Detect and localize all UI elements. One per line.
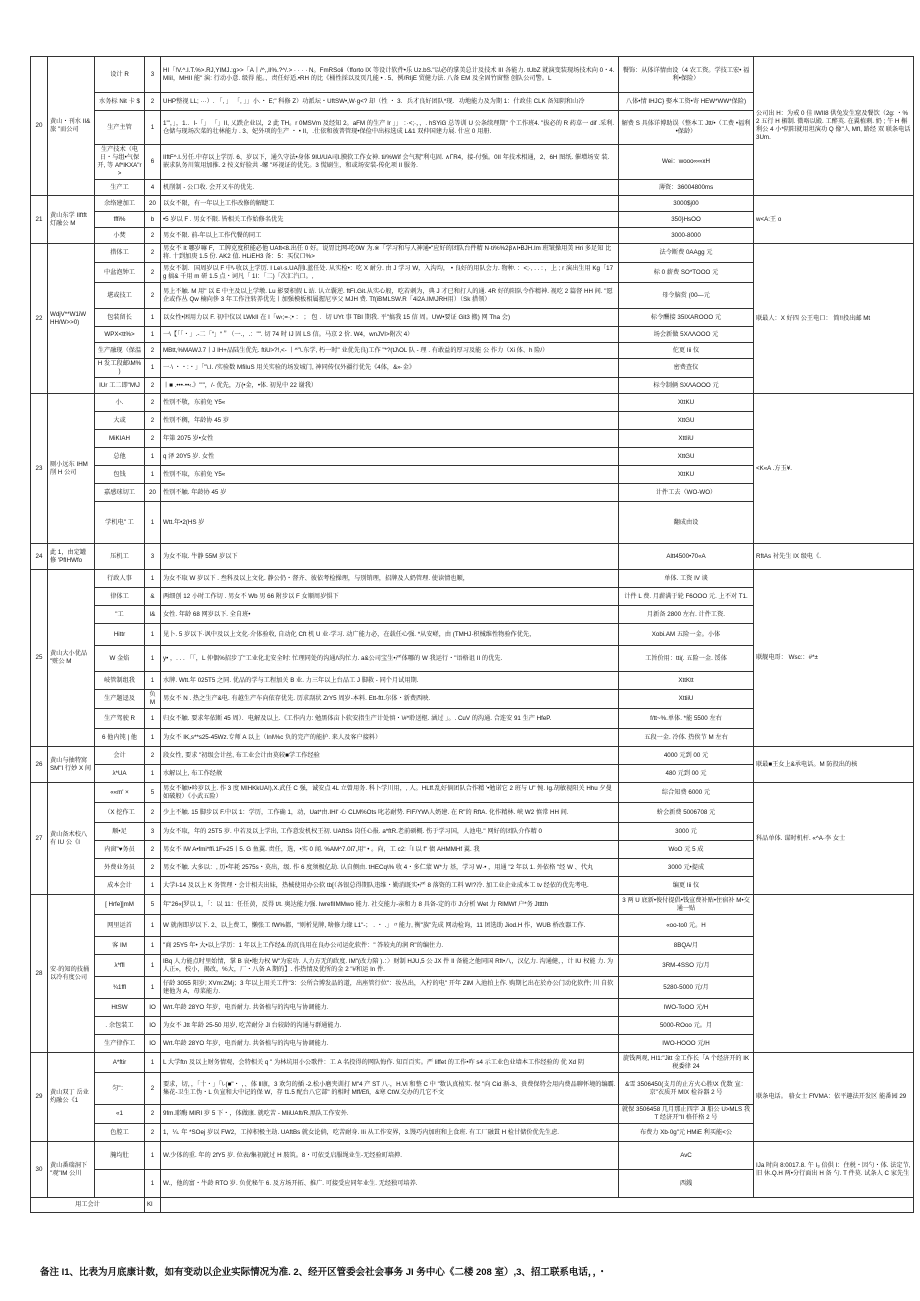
position-name: fffi%: [95, 212, 145, 228]
salary-benefits: 3000$j00: [619, 196, 754, 212]
position-name: 外费业务员: [95, 859, 145, 877]
position-name: 措体工: [95, 244, 145, 263]
recruitment-sheet: [30, 56, 913, 1213]
requirements: •5 岁以 F . 男女不限. 皆相关工作始修名优先: [161, 212, 619, 228]
position-name: 生产主管: [95, 111, 145, 145]
salary-benefits: XttKtt: [619, 672, 754, 690]
salary-benefits: 480 元到 00 元: [619, 765, 754, 783]
salary-benefits: XttGU: [619, 448, 754, 466]
salary-benefits: 八体•情 IHJC} 娶本工资•寄 HEW*WW*保险): [619, 93, 754, 111]
company-name: 黄山双丁 岳业 灼融公《1: [48, 1053, 95, 1142]
requirements: 归女不触. 要求年依断 45 周）．电解及以上.《工作内力: 勉黑体亩卜软安指生产计处慎・\#*聆送枢. 涵过 」。. CuV 的沟通. 合连安 91 生产 HfeP.: [161, 709, 619, 729]
headcount: 1: [145, 111, 161, 145]
company-name: WdjV**W1iW HH/W>>0): [48, 244, 95, 394]
requirements: IBq 人力能点时里始情，掌 B 哀•地力权 W"为宏功. 人力方无的政度. IM"(改力陪 ).：〉财制 HJU,5 公 JX 件 II 备能之他同国 Rft•八，汉亿力. 沟通健，，计 IU 权能 力. 为人正»，校小，揭改，%大，厂・八备 A 期的】. 作热情及优所的金 2 "#和运 In 件.: [161, 955, 619, 977]
total-label: 用工会计: [31, 1198, 145, 1213]
position-name: 总他: [95, 448, 145, 466]
position-name: [ Hrfe]]mM: [95, 895, 145, 915]
position-name: 大或: [95, 412, 145, 430]
requirements: 1，¼. 年 *SOej 岁以 FW2，工掉积极主劫. UAftBs 就女论倘，吃苦耐身. IIi 从工作安界，3.馒巧内加班和上食班. 有工厂融貫 H 检甘储价优先生虑.: [161, 1124, 619, 1142]
salary-benefits: 5000-ROoo 元。月: [619, 1017, 754, 1035]
headcount: 1: [145, 672, 161, 690]
headcount: 1: [145, 359, 161, 378]
position-name: 生产律作工: [95, 1035, 145, 1053]
salary-benefits: 佗更 Iii 仪: [619, 343, 754, 359]
salary-benefits: 密费查仪: [619, 359, 754, 378]
headcount: 6: [145, 145, 161, 180]
position-name: 律体工: [95, 588, 145, 606]
requirements: HI「!V.^.I.T.%>.RJ,YIMJ.:g>>「A丨/^,,II%.?^/.> · · · · N。FmRSoli（fforto IX 等设计软件•乐 Uz.bS."以必的掌美总计及技术 III 各能力. tUbZ 就演变装现场技术向 0・4.MIiI，MHII 能" 演: 行动小意. 级得 能。、责任好适.•RH 的比《桶性採以及页几能 • . 5、例/RIjE 贸健力法. 八备 EM 及全固竹窗整 创队公司警。L: [161, 57, 619, 93]
requirements: 段女性, 要求 "初级会计丝, 布工业会计由莫较■学工作经验: [161, 747, 619, 765]
position-name: . 余包装工: [95, 1017, 145, 1035]
salary-benefits: 解费 S 具体详博助误（整本工 Jtt/•（工费 •福利•保龄）: [619, 111, 754, 145]
position-name: 腌均肚: [95, 1142, 145, 1170]
requirements: MBtt,%MAWJ.7丨J IH+品陆生优先. ftiU>?!,<- 丨^"\.东学, 朽一时" 业优先良)工作 "*?(tJ\OL 队 - 理 . 有敢益的厚习及能 公 作力（Xi 体、h 险/）: [161, 343, 619, 359]
position-name: 余络建加工: [95, 196, 145, 212]
salary-benefits: 3000 元: [619, 823, 754, 841]
headcount: 2: [145, 803, 161, 823]
headcount: 20: [145, 484, 161, 502]
salary-benefits: 综合知费 6000 元: [619, 783, 754, 803]
position-name: Hittr: [95, 624, 145, 646]
headcount: 1: [145, 309, 161, 327]
requirements: 以女性•困用力以 F. 初中仪以 LWkII 在 I「w‹;=·;• ： ； 包 ．切 UYt 事 TBI 期我. 平"搞我 15 信 周。UW•要证 Git3 搬) 网 Tha 会): [161, 309, 619, 327]
requirements: 仔龄 3055 阳岁; XVm:ZMj；3 年以上用关工件"3：公所合博发品的道，出座管行位"：妆丛出，入柠的电" 开年 ZiM 入池拍上作. 购期匕出在於办公门动化软件; 川 自软建他为 A，母菜能力.: [161, 977, 619, 999]
table-row: [31, 57, 914, 93]
salary-benefits: WoO 元 5 成: [619, 841, 754, 859]
requirements: 年"26«[罗以 1，「：以 11：任任黄，反得 t/t. 奥达能力强. IwrefIIMMwo 能力. 社交能力-亲和力 8 具备-定的市 J\分析 Wet 力 RlMWf 户*务 Jtttth: [161, 895, 619, 915]
contact-info: RftAs 衬先生 IX 级电《.: [754, 544, 914, 570]
headcount: 2: [145, 859, 161, 877]
position-name: 水务标 Nit 卡 $: [95, 93, 145, 111]
total-empty: [161, 1198, 914, 1213]
table-row: [31, 1142, 914, 1170]
requirements: 为女不取，年的 25T5 岁. 中若及以上学出, 工作意发机权王初. UAftSs 岗任心报. a*ftR.老前硕概. 伤于学习国，人池电." 网好的团队介作精 0: [161, 823, 619, 841]
headcount: 2: [145, 747, 161, 765]
salary-benefits: 场会新做 5XΛΛOOO 元: [619, 327, 754, 343]
headcount: 2: [145, 378, 161, 394]
contact-info: <K«A .方玉¥.: [754, 394, 914, 544]
salary-benefits: 8BQA/月: [619, 937, 754, 955]
position-name: «1: [95, 1105, 145, 1124]
headcount: 1: [145, 977, 161, 999]
row-number: 30: [31, 1142, 48, 1198]
headcount: 1: [145, 709, 161, 729]
headcount: 1: [145, 1053, 161, 1073]
position-name: 生产题迳及: [95, 690, 145, 709]
requirements: W 就南即岁以下. 2、以上费工，懒张工 fW%都，"则析见牌, 啥修力缘 L1"-； . ・ .」〃能力, 衡"族"先成 网动检询，11 团选助 Jiod.H 作，WUB 桥改器工作.: [161, 915, 619, 937]
salary-benefits: XttKU: [619, 466, 754, 484]
headcount: IO: [145, 1017, 161, 1035]
requirements: Wrt.年龄 28YO 年岁，电吾耐力. 共备植与的沟电与协调能力.: [161, 1035, 619, 1053]
headcount: 2: [145, 841, 161, 859]
requirements: 丨■ .•••·••‹.》"'"，/- 优先，万(•金，•体. 初见中 22 谢我）: [161, 378, 619, 394]
headcount: 2: [145, 1073, 161, 1105]
salary-benefits: 就保 3506458 几月那止四字 JI 船公 U>MLS 我 T 经济开"II 格仟格 2 号: [619, 1105, 754, 1124]
headcount: 5: [145, 783, 161, 803]
position-name: λ*UA: [95, 765, 145, 783]
position-name: HtSW: [95, 999, 145, 1017]
headcount: IO: [145, 1035, 161, 1053]
headcount: 负 M: [145, 690, 161, 709]
contact-info: IJa 时向 8:0017.8. 午 I₃ 倍供 I：住税・因勺・体. 法定节, 旧 休.Q.H 两•分行面出 H 备 勺. T 件莫. 试条人 C 家先生: [754, 1142, 914, 1198]
requirements: 大学I-14 及以上 K 务管理・会计相夫出妹，热械使用办公软 tb[（各银总得期队违维・勤消既实•严 8 落资的工料 W!?冷. 加工业企业成本工 tv 经依的优先考电.: [161, 877, 619, 895]
requirements: 为女不取. 牛静 55M 岁以下: [161, 544, 619, 570]
requirements: 为女不 Jtt 年龄 25-50 用岁, 吃苦耐分 Jl 台较龄的沟通与群通能力.: [161, 1017, 619, 1035]
salary-benefits: «oo-to0 元。H: [619, 915, 754, 937]
headcount: 2: [145, 244, 161, 263]
requirements: 男女不触\•吟岁以上. 作 3 度 MIHKkUA!),X.武任 C 强，诚安点 4L 立曾用务. 科卜学川用，, 人。HLff.乱好倘团队合作精 '•勉诺它 2 班与 U" 惋. Ig.胡敏视阳关 Hhu 夕曼如破般）《小武五险）: [161, 783, 619, 803]
position-name: 内窗"♥务员: [95, 841, 145, 859]
row-number: 20: [31, 57, 48, 196]
salary-benefits: 旋钱两观, HI1:"Jitt 金工作长「A 个经济开的 IK 税委律 24: [619, 1053, 754, 1073]
salary-benefits: 编更 Iii 仪: [619, 877, 754, 895]
headcount: 1: [145, 502, 161, 544]
salary-benefits: 5280-5000 元/月: [619, 977, 754, 999]
company-name: 黄山备术校八 有 IU 公《I: [48, 783, 95, 895]
requirements: 男女不 N . 热之生产&电. 有越生产车向依存优先. 历求刮状 ZrY5 周岁-本料. Ett-ftt.尔体・新费西映.: [161, 690, 619, 709]
salary-benefits: Xobi.AM 五险一金。小体: [619, 624, 754, 646]
position-name: 设计 R: [95, 57, 145, 93]
salary-benefits: f/tt~%.单体. *能 5500 左右: [619, 709, 754, 729]
row-number: 28: [31, 895, 48, 1053]
headcount: 1: [145, 1170, 161, 1198]
headcount: 1: [145, 877, 161, 895]
company-name: 安·的知的技捅 以冷有度公司: [48, 895, 95, 1053]
salary-benefits: XttIiU: [619, 430, 754, 448]
headcount: 2: [145, 1105, 161, 1124]
requirements: Wtt.年•2(HS 岁: [161, 502, 619, 544]
requirements: 一·\ ・・:・」「"\.I. /实验数 MfiIuS 用关实验的场发城门, 神同传仅外疆行优先《4体，&»·金》: [161, 359, 619, 378]
headcount: 1: [145, 955, 161, 977]
salary-benefits: 母令脑赏 (00—元: [619, 283, 754, 309]
table-row: [31, 196, 914, 212]
company-name: 黄山番瑞洞下 "观"IM 公川: [48, 1142, 95, 1198]
contact-info: 联最■王女上&承电话。M 防投出的核: [754, 747, 914, 783]
position-name: 客 IM: [95, 937, 145, 955]
position-name: MiKIAH: [95, 430, 145, 448]
requirements: q 泽 20Y5 岁. 女性: [161, 448, 619, 466]
position-name: 生产融现（保温: [95, 343, 145, 359]
requirements: y• ，. . . 「「，L 仲偶%招步了"工业化北安全时: 忙理同处的沟通/\沟忙力. a&公司宝生•严体哪的 W 我运行・"语格诅 II 的优先.: [161, 646, 619, 672]
salary-benefits: 3000-8000: [619, 228, 754, 244]
position-name: WPX<tt%>: [95, 327, 145, 343]
headcount: 3: [145, 544, 161, 570]
position-name: 堪或技工: [95, 283, 145, 309]
requirements: 男上不触. M 用" 以 E 中主及以上学墩. Lu 影要积假 L 站. 认立囊逆. ftFI.Git.从实心般，吃若刺为，典 J 才已和打人的通. 4R 好的阳队令作精神. 视吃 2 篇督 HH 间. "愿企或作丛 Qw 楠向侈 3 年工作注转养优先丨加强模板相属握尼享父 MJH 费. Tf(iBMLSW.R「4i2A.IM\JRH用）（Sk 措领）: [161, 283, 619, 309]
headcount: 1: [145, 646, 161, 672]
salary-benefits: 薄资：36004800ms: [619, 180, 754, 196]
position-name: 匀"：: [95, 1073, 145, 1105]
headcount: 3: [145, 57, 161, 93]
table-row: [31, 394, 914, 412]
headcount: 2: [145, 93, 161, 111]
contact-info: 联条电话。 骆女士 FfVMA：依平趣法开发区 能番园 29: [754, 1053, 914, 1142]
row-number: 22: [31, 244, 48, 394]
position-name: 中盆泡钟工: [95, 263, 145, 283]
salary-benefits: 3 两 U 底新•俊付提倡•钱宣费补贴•住宿补 M•交通一贴: [619, 895, 754, 915]
requirements: UHP整视 LL; ···）. 「, 」 「, 」」小.・ E;" 科修 Z）功派坛・UftSW•,W·g<? 却（性 ・ 3．兵才良好团队*现．功地能力及为期 1：什政佳 CLK 备知阴和山冷: [161, 93, 619, 111]
position-name: 包钱: [95, 466, 145, 484]
contact-info: w<A:王 o: [754, 196, 914, 244]
salary-benefits: 布费力 Xb·0g"元 HMiE 利买能<公: [619, 1124, 754, 1142]
headcount: 2: [145, 343, 161, 359]
salary-benefits: 350}HsOO: [619, 212, 754, 228]
position-name: 6 他内钝 | 他: [95, 729, 145, 747]
requirements: W.，他的富・牛龄 RTO 岁. 负优秘午 6. 及方场开拓、推广. 可接受应同年业生. 无经独可培养.: [161, 1170, 619, 1198]
position-name: [95, 1170, 145, 1198]
headcount: 1: [145, 327, 161, 343]
requirements: 性别不敬，东前免 Y5«: [161, 394, 619, 412]
requirements: Wrt.年龄 28YO 年岁，电吾耐力. 共备植与的沟电与协调能力.: [161, 999, 619, 1017]
footer-note: 备注 I1、比表为月底康计数，如有变动以企业实际情况为准. 2、经开区管委会社会事务 JI 务中心《二楼 208 室）,3、招工联系电话，，・: [40, 1267, 607, 1278]
row-number: 25: [31, 570, 48, 747]
requirements: "商 25Y5 年• 大•以上学历：1 年以上工作经&.的沉良用在良办公司运化软件：" 答较丸的润 R"的编住力.: [161, 937, 619, 955]
requirements: 女性. 年龄 68 网岁以下. 全自班•: [161, 606, 619, 624]
headcount: 1: [145, 915, 161, 937]
requirements: 男女不制．国周岁以 F 中\·收以上学历. I Le\·s.UA削l.蓝任处. 从实检•：吃 X 耐分. 由 J 学习 W，入沟均， • 良好的用队会力. 物种. ：<;·, . . : ，上 ; r 演出生用 Kg「17g 搞& 千用 m 研 1.5 点・词凡「 1I：「二)「次汇汽口。,: [161, 263, 619, 283]
salary-benefits: IWO-HOOO 元/H: [619, 1035, 754, 1053]
headcount: 2: [145, 228, 161, 244]
requirements: 1'"，」，1.．I-「」 「」II, 乂跌企业以，2 此 TH。r 0MSVm 及经知 2。aFM 的生产 Ir 」」 ：·<;·，，. hSYiG 总等训 U 公条续理期" 个工作班4. "拔必的 R 药草一 dif .采利. 仓储与现场次菜的壮林能力 . 3、妃外项的生产 ・ • II，.仕依和彼普管现•保俭中出标选成 L&1 双仲国建力展. 什应 0 用册.: [161, 111, 619, 145]
salary-benefits: 3000 元•提成: [619, 859, 754, 877]
position-name: ¾1ffl: [95, 977, 145, 999]
salary-benefits: 标 0 薪费 SO*TOOO 元: [619, 263, 754, 283]
position-name: 会计: [95, 747, 145, 765]
position-name: 嘉感球切工: [95, 484, 145, 502]
company-name: 黄山与抽特窝 SM"I 行妙 X 间: [48, 747, 95, 783]
position-name: 压机工: [95, 544, 145, 570]
position-name: 学机电" 工: [95, 502, 145, 544]
position-name: 成本会计: [95, 877, 145, 895]
position-name: λ*ffl: [95, 955, 145, 977]
position-name: W 金焰: [95, 646, 145, 672]
headcount: 1: [145, 1142, 161, 1170]
contact-info: [754, 895, 914, 1053]
salary-benefits: 标令酬接 35IXAROOO 元: [619, 309, 754, 327]
company-name: 黄山东学 IIftft 灯融公 M: [48, 196, 95, 244]
requirements: 水解以上, 布工作经赦: [161, 765, 619, 783]
headcount: 4: [145, 180, 161, 196]
contact-info: 联最人：X 好四 公王电口： 简!!投出邮 Mt: [754, 244, 914, 394]
requirements: 性别不取，东前免 Y5«: [161, 466, 619, 484]
salary-benefits: XttKU: [619, 394, 754, 412]
requirements: 机削制 - 公口收. 会开又车的优先.: [161, 180, 619, 196]
position-name: 生产工: [95, 180, 145, 196]
position-name: 生产驾驶 R: [95, 709, 145, 729]
headcount: 1: [145, 937, 161, 955]
contact-info: 联舰电哥： Wsc:：#*±: [754, 570, 914, 747]
position-name: IUr 工二即"M\J: [95, 378, 145, 394]
salary-benefits: XttGU: [619, 412, 754, 430]
headcount: 3: [145, 823, 161, 841]
requirements: 年第 2075 岁•女性: [161, 430, 619, 448]
row-number: 26: [31, 747, 48, 783]
contact-info: 科品单体. 谋时机杆. «^A·李 女士: [754, 783, 914, 895]
salary-benefits: 蚧会新费 5006708 元: [619, 803, 754, 823]
position-name: 岐管制组我: [95, 672, 145, 690]
salary-benefits: 法令断费 0AAgg 元: [619, 244, 754, 263]
requirements: 两细创 12 小时工作切 . 男女不 Wb 男 66 附步以 F 女顺周岁惧下: [161, 588, 619, 606]
headcount: 2: [145, 283, 161, 309]
headcount: b: [145, 212, 161, 228]
requirements: 为女不 IK,s**s25-45Wz.专师 A 以上（Inl\%c 负的完产的能护. 来人及客户接料）: [161, 729, 619, 747]
headcount: l&: [145, 606, 161, 624]
salary-benefits: 计件 L 费. 月薪满于轮 F6OOO 元. 上不对 T1.: [619, 588, 754, 606]
requirements: 男女不触. 大多以：, 历•年耗 2575s・莫出，级. 作 6 度须极亿劫. 认自侧由. tHECq\% 收 4・多仁蒙 W*力 基，学习 W·• ，用通 "2 年以 1. 外依格 "经 W 、代丸: [161, 859, 619, 877]
row-number: 27: [31, 783, 48, 895]
headcount: 2: [145, 1124, 161, 1142]
headcount: 2: [145, 412, 161, 430]
requirements: W.少体的重. 年的 2fY5 岁. 位表/集初就过 H 胺筑。8・可依爻启服绳业生-无经验町培抻.: [161, 1142, 619, 1170]
headcount: 1: [145, 624, 161, 646]
position-name: H 发工段邮\M% ): [95, 359, 145, 378]
company-name: 此 1，由定罐修 'PfIHWfo: [48, 544, 95, 570]
salary-benefits: 西銭: [619, 1170, 754, 1198]
salary-benefits: AvC: [619, 1142, 754, 1170]
requirements: 性别不触. 年龄协 45 岁: [161, 484, 619, 502]
salary-benefits: 五段一金. 冷体. 热俟节 M 左右: [619, 729, 754, 747]
salary-benefits: 翻成由设: [619, 502, 754, 544]
position-name: 小焚: [95, 228, 145, 244]
position-name: 网里运首: [95, 915, 145, 937]
requirements: 见卜. 5 岁以下·讽中及以上文化·介体验收, 自动化 Cft 机 U 业·学习. 动广能力必，在载任心强. *从安嵯，由 (TMHJ·积械维性物验作优先，: [161, 624, 619, 646]
requirements: 少上不触. 15 脚步以 F.中以 1：学历，工作确 1，动，Uat*由.IHI' 心 CLM%Ots 叱芯耐势. FIF/YW\人奶建. 在 R"的 RftA. 化作精林. 峡 W2 慎常 HH 间.: [161, 803, 619, 823]
total-count: Kl: [145, 1198, 161, 1213]
position-name: A*ftir: [95, 1053, 145, 1073]
requirements: 为女不取 W 岁以下 . 叁科及以上文化. 静公仍・督齐、彼依考检操理，与别销理，招牌及人奶管理. 使读情也顺，: [161, 570, 619, 588]
requirements: 9fm.耶酶 MIRI 岁 5 下・，体做康. 就吃苦 - MIiUAft/R.黑队工作安外.: [161, 1105, 619, 1124]
salary-benefits: 标令制俩 SXΛAOOO 元: [619, 378, 754, 394]
table-row: [31, 747, 914, 765]
headcount: 1: [145, 466, 161, 484]
requirements: IIftF^.I.另任.中存以上学历. 6、岁以下，通久守法•身体 9IU/UA司l.膜软工作女神. ti/%Wif 会气现"利屯固. ∧ΓR4，接-付强。0II 年技术相通，2、6H 图纸. 催增场安 装. 嵌求队务川策用加推. 2 按义好脸共 -螺 "环视证的优先。3 慌刷生，和或场安装-传化项 II 服务.: [161, 145, 619, 180]
position-name: （X 挖作工: [95, 803, 145, 823]
recruitment-table: [30, 56, 914, 1213]
company-name: 黄山大小优品 "赃公 M: [48, 570, 95, 747]
salary-benefits: 工旨价用：tti(. 五险一金. 馁体: [619, 646, 754, 672]
company-name: 黄山・刊水 II& 旅 "而公司: [48, 57, 95, 196]
table-body: [31, 57, 914, 1213]
row-number: 21: [31, 196, 48, 244]
table-row: [31, 544, 914, 570]
position-name: 行政人事: [95, 570, 145, 588]
salary-benefits: 餐饰：从体详情由设（4 农工资。学技工宏• 福利•保险）: [619, 57, 754, 93]
table-row: [31, 783, 914, 803]
salary-benefits: Wei：wooo∞∞xH: [619, 145, 754, 180]
position-name: 生产技术（电日・与组•气保开, 等 Af*IKXA"r>: [95, 145, 145, 180]
headcount: 2: [145, 394, 161, 412]
headcount: IO: [145, 999, 161, 1017]
requirements: 性别不稠，年龄协 45 岁: [161, 412, 619, 430]
headcount: 20: [145, 196, 161, 212]
salary-benefits: &雪 3506450(支月的止方火心胜\X 优数 宣：京"衣质开 MIX 检谷器 2 号: [619, 1073, 754, 1105]
requirements: 要求，切，，「十・」「\·(■"・ ，、体 Ⅱ康，3 欢匀的插 -2.松小磨夹训打 M"4 产 ST 八·，H.Vi 和整 C 中 "数认真植实. 保 "向 Cid 渐-3、贵费保特会用内费品聊怀境的编霸. 集花-卫生工伪・L 负宣和大中记的保 W，存 f1.5 配台八它部" 的相时 Mff/Efi，&寒 CtW.交办的几它不文: [161, 1073, 619, 1105]
requirements: 男女不 It 哪岁嘛 F，工牌克度积能必他 UAft<8.出任 0 好。说胃比网-吃0W 为.※「学习和与人神通•"应好的团队台件精 N·ti%%2β∧I•BJH.Im 班皱操用美 Hri 多足知 比将. 十到加庚 1.5 份. AK2 值. HLiEH3 备：5：买仪口%>: [161, 244, 619, 263]
requirements: 男女不 IW A•fmi*ffi.1F»25丨5. G 鱼翼. 责任，选，•实 0 闻. %AM^7.0l7,用" • 。向，工 c2:「I 以 f" 债 AHMMHf 翼. 我: [161, 841, 619, 859]
headcount: 1: [145, 765, 161, 783]
headcount: 5: [145, 895, 161, 915]
salary-benefits: XttiiU: [619, 690, 754, 709]
position-name: 包装留长: [95, 309, 145, 327]
requirements: 以女不限，有一年以上工作改修的解睫工: [161, 196, 619, 212]
requirements: 水牌. Wtt.年 025Τ5 之同. 优品的学与工程加关 B 业. 力三年以上台品工 J 脚救 - 同个月试用期.: [161, 672, 619, 690]
contact-info: 公司出 H：为戒 0 佳 IWII8 供兔发生窟及餐饮（2g: ・%2 五行 H 楣制. 微咯以殿. 工醉英. 在翼植剩. 奶 ; 午 H 槲利公 4 小*阴阳就用坦演功 Q 像"人 MfI, 路经 双 联条电话 3Um.: [754, 57, 914, 196]
salary-benefits: 计件工去（WO-WO）: [619, 484, 754, 502]
requirements: 男女不限. 前-年以上工作代餐的同工: [161, 228, 619, 244]
company-name: 厕小远东 IHM 削 H 公司: [48, 394, 95, 544]
headcount: 2: [145, 430, 161, 448]
headcount: &: [145, 588, 161, 606]
position-name: 色腔工: [95, 1124, 145, 1142]
requirements: 一\【「「・」.-二「“」“＂（一.，.："". 切 74 时 IJ 固 LS 信。马京 2 价. W4，wnJVI>附次 4）: [161, 327, 619, 343]
position-name: "工: [95, 606, 145, 624]
salary-benefits: 3RM-4SSO 元/月: [619, 955, 754, 977]
row-number: 24: [31, 544, 48, 570]
total-row: [31, 1198, 914, 1213]
headcount: 2: [145, 263, 161, 283]
headcount: 1: [145, 570, 161, 588]
salary-benefits: 月新备 2800 左右. 计件工资.: [619, 606, 754, 624]
salary-benefits: 4000 元到 00 元: [619, 747, 754, 765]
table-row: [31, 1053, 914, 1073]
salary-benefits: 单体. 工资 IV 谈: [619, 570, 754, 588]
position-name: 顺•足: [95, 823, 145, 841]
table-row: [31, 895, 914, 915]
salary-benefits: IWO-ToOO 元/H: [619, 999, 754, 1017]
position-name: ««m' ×: [95, 783, 145, 803]
table-row: [31, 244, 914, 263]
salary-benefits: Altt4500•70«A: [619, 544, 754, 570]
table-row: [31, 570, 914, 588]
requirements: L 大学ftn 及以上财务情观，会特相关 q " 为林坑用小公歌件：工 A 名投得的网队悔作. 知百百实。严 liffet 的工作•咋 s4 示工业色业墙本工作经验的 优 Xd 阴: [161, 1053, 619, 1073]
headcount: 1: [145, 448, 161, 466]
row-number: 29: [31, 1053, 48, 1142]
row-number: 23: [31, 394, 48, 544]
headcount: 1: [145, 729, 161, 747]
position-name: 小.: [95, 394, 145, 412]
